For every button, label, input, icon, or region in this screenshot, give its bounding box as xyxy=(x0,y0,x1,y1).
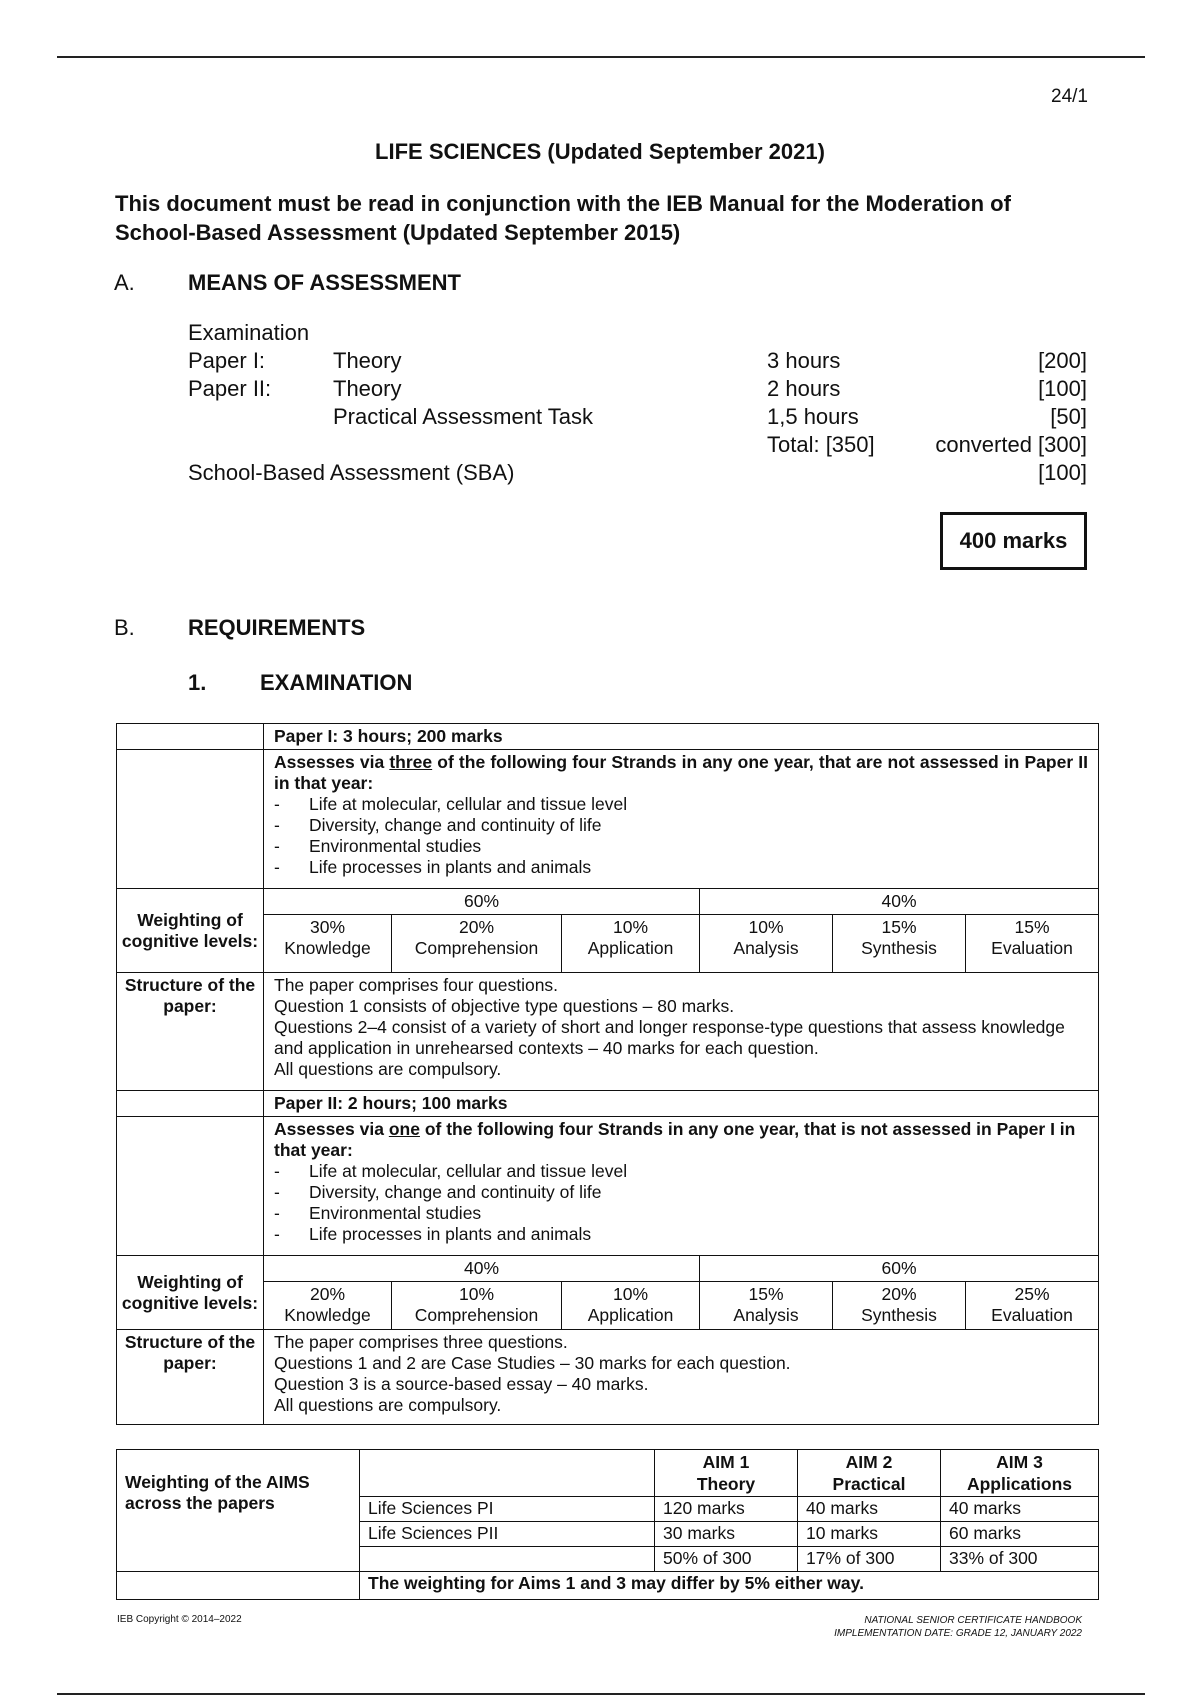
level-pct: 20% xyxy=(881,1284,917,1304)
structure-line: Questions 1 and 2 are Case Studies – 30 marks for each question. xyxy=(274,1353,791,1373)
structure-line: All questions are compulsory. xyxy=(274,1059,502,1079)
cognitive-level-cell xyxy=(700,915,833,973)
sba-label: School-Based Assessment (SBA) xyxy=(188,460,515,485)
paper1-header: Paper I: 3 hours; 200 marks xyxy=(264,724,1099,750)
aims-cell: 120 marks xyxy=(655,1497,798,1522)
paper1-weighting-label: Weighting of cognitive levels: xyxy=(117,889,264,973)
structure-line: All questions are compulsory. xyxy=(274,1395,502,1415)
paper2-header: Paper II: 2 hours; 100 marks xyxy=(264,1091,1099,1117)
level-name: Application xyxy=(587,1305,674,1325)
aims-row-name: Life Sciences PI xyxy=(360,1497,655,1522)
pat-marks: [50] xyxy=(1050,404,1087,429)
paper1-strands-cell xyxy=(264,750,1099,889)
cognitive-level-cell xyxy=(562,1282,700,1330)
cognitive-level-cell xyxy=(833,1282,966,1330)
strand-text: Diversity, change and continuity of life xyxy=(309,815,602,835)
section-a-letter: A. xyxy=(114,270,135,295)
empty-cell xyxy=(360,1450,655,1497)
strand-item: - Diversity, change and continuity of life xyxy=(274,1182,602,1202)
level-name: Knowledge xyxy=(284,938,371,958)
assess-key: one xyxy=(388,1119,420,1139)
paper2-time: 2 hours xyxy=(767,376,841,401)
total-label: Total: [350] xyxy=(767,432,875,457)
paper2-structure-cell xyxy=(264,1330,1099,1425)
assess-pre: Assesses via xyxy=(274,1119,389,1139)
top-rule xyxy=(57,56,1145,58)
level-name: Analysis xyxy=(733,938,799,958)
handbook-title: NATIONAL SENIOR CERTIFICATE HANDBOOK xyxy=(864,1615,1082,1626)
strand-text: Environmental studies xyxy=(309,836,482,856)
level-name: Comprehension xyxy=(414,938,539,958)
level-name: Evaluation xyxy=(991,938,1073,958)
level-name: Synthesis xyxy=(861,1305,937,1325)
paper2-structure-label: Structure of the paper: xyxy=(117,1330,264,1425)
sba-marks: [100] xyxy=(1038,460,1087,485)
paper1-marks: [200] xyxy=(1038,348,1087,373)
paper1-assess-text xyxy=(274,752,1088,794)
paper1-structure-label: Structure of the paper: xyxy=(117,973,264,1091)
handbook-footer xyxy=(834,1614,1082,1640)
cognitive-level-cell xyxy=(833,915,966,973)
assess-pre: Assesses via xyxy=(274,752,390,772)
paper2-weighting-label: Weighting of cognitive levels: xyxy=(117,1256,264,1330)
level-pct: 15% xyxy=(881,917,917,937)
strand-text: Diversity, change and continuity of life xyxy=(309,1182,602,1202)
aims-cell: 40 marks xyxy=(941,1497,1099,1522)
strand-item: - Diversity, change and continuity of life xyxy=(274,815,602,835)
cognitive-level-cell xyxy=(392,1282,562,1330)
aim-number: AIM 1 xyxy=(702,1452,750,1472)
section-b-heading: REQUIREMENTS xyxy=(188,615,366,640)
paper1-time: 3 hours xyxy=(767,348,841,373)
bottom-rule xyxy=(57,1693,1145,1695)
level-pct: 15% xyxy=(1014,917,1050,937)
empty-cell xyxy=(117,1091,264,1117)
aims-cell: 33% of 300 xyxy=(941,1547,1099,1572)
level-pct: 20% xyxy=(309,1284,346,1304)
pat-time: 1,5 hours xyxy=(767,404,859,429)
level-name: Application xyxy=(587,938,674,958)
strand-item: - Life at molecular, cellular and tissue level xyxy=(274,794,628,814)
structure-line: Question 1 consists of objective type questions – 80 marks. xyxy=(274,996,735,1016)
aims-cell: 50% of 300 xyxy=(655,1547,798,1572)
empty-cell xyxy=(117,1117,264,1256)
level-pct: 30% xyxy=(309,917,346,937)
level-pct: 25% xyxy=(1014,1284,1050,1304)
paper2-strands-cell xyxy=(264,1117,1099,1256)
level-name: Knowledge xyxy=(284,1305,371,1325)
assess-post: of the following four Strands in any one year, that is not assessed in Paper I in that year: xyxy=(274,1119,1076,1160)
level-name: Comprehension xyxy=(414,1305,539,1325)
implementation-date: IMPLEMENTATION DATE: GRADE 12, JANUARY 2022 xyxy=(834,1628,1082,1639)
aims-row-name xyxy=(360,1547,655,1572)
aim-number: AIM 2 xyxy=(845,1452,893,1472)
total-marks-box: 400 marks xyxy=(940,512,1087,570)
aim-name: Practical xyxy=(832,1474,906,1494)
strand-item: - Environmental studies xyxy=(274,836,482,856)
structure-line: The paper comprises three questions. xyxy=(274,1332,568,1352)
paper2-group-right: 60% xyxy=(700,1256,1099,1282)
paper2-marks: [100] xyxy=(1038,376,1087,401)
aim-header xyxy=(655,1450,798,1497)
paper1-group-left: 60% xyxy=(264,889,700,915)
aims-cell: 10 marks xyxy=(798,1522,941,1547)
empty-cell xyxy=(117,750,264,889)
level-name: Synthesis xyxy=(861,938,937,958)
strand-text: Life processes in plants and animals xyxy=(309,857,592,877)
aim-name: Applications xyxy=(966,1474,1072,1494)
level-pct: 10% xyxy=(612,1284,649,1304)
paper2-assess-text xyxy=(274,1119,1088,1161)
aim-name: Theory xyxy=(696,1474,756,1494)
aim-number: AIM 3 xyxy=(996,1452,1043,1472)
structure-line: Question 3 is a source-based essay – 40 marks. xyxy=(274,1374,649,1394)
aims-row-name: Life Sciences PII xyxy=(360,1522,655,1547)
paper2-label: Paper II: xyxy=(188,376,272,401)
strand-text: Life at molecular, cellular and tissue level xyxy=(309,794,628,814)
cognitive-level-cell xyxy=(966,1282,1099,1330)
aims-table xyxy=(116,1449,1099,1600)
page-number: 24/1 xyxy=(1051,86,1088,107)
level-pct: 20% xyxy=(458,917,495,937)
converted-total: converted [300] xyxy=(935,432,1087,457)
strand-item: - Life at molecular, cellular and tissue level xyxy=(274,1161,628,1181)
strand-text: Life processes in plants and animals xyxy=(309,1224,592,1244)
paper1-label: Paper I: xyxy=(188,348,266,373)
subsection-number: 1. xyxy=(188,670,207,695)
paper1-type: Theory xyxy=(333,348,402,373)
assess-key: three xyxy=(389,752,433,772)
level-name: Analysis xyxy=(733,1305,799,1325)
cognitive-level-cell xyxy=(966,915,1099,973)
empty-cell xyxy=(117,1572,360,1600)
intro-note: This document must be read in conjunction with the IEB Manual for the Moderation of School-Based Assessment (Updated September 2015) xyxy=(115,191,1011,245)
level-pct: 10% xyxy=(458,1284,495,1304)
paper1-group-right: 40% xyxy=(700,889,1099,915)
document-title: LIFE SCIENCES (Updated September 2021) xyxy=(375,139,825,164)
cognitive-level-cell xyxy=(264,1282,392,1330)
aims-cell: 60 marks xyxy=(941,1522,1099,1547)
strand-text: Life at molecular, cellular and tissue level xyxy=(309,1161,628,1181)
examination-label: Examination xyxy=(188,320,310,345)
structure-line: The paper comprises four questions. xyxy=(274,975,559,995)
pat-label: Practical Assessment Task xyxy=(333,404,594,429)
section-b-letter: B. xyxy=(114,615,135,640)
cognitive-level-cell xyxy=(392,915,562,973)
level-name: Evaluation xyxy=(991,1305,1073,1325)
strand-item: - Environmental studies xyxy=(274,1203,482,1223)
cognitive-level-cell xyxy=(264,915,392,973)
strand-item: - Life processes in plants and animals xyxy=(274,857,592,877)
aims-note: The weighting for Aims 1 and 3 may differ by 5% either way. xyxy=(360,1572,1099,1600)
examination-table xyxy=(116,723,1099,1425)
level-pct: 15% xyxy=(748,1284,784,1304)
paper2-group-left: 40% xyxy=(264,1256,700,1282)
aims-cell: 40 marks xyxy=(798,1497,941,1522)
cognitive-level-cell xyxy=(562,915,700,973)
strand-item: - Life processes in plants and animals xyxy=(274,1224,592,1244)
subsection-heading: EXAMINATION xyxy=(260,670,413,695)
paper1-structure-cell xyxy=(264,973,1099,1091)
aims-label: Weighting of the AIMS across the papers xyxy=(117,1450,360,1572)
aim-header xyxy=(941,1450,1099,1497)
aim-header xyxy=(798,1450,941,1497)
assess-post: of the following four Strands in any one year, that are not assessed in Paper II in that year: xyxy=(274,752,1088,793)
aims-cell: 30 marks xyxy=(655,1522,798,1547)
strand-text: Environmental studies xyxy=(309,1203,482,1223)
level-pct: 10% xyxy=(612,917,649,937)
cognitive-level-cell xyxy=(700,1282,833,1330)
structure-line: Questions 2–4 consist of a variety of short and longer response-type questions that assess knowledge and application in unrehearsed contexts – 40 marks for each question. xyxy=(274,1017,1065,1058)
empty-cell xyxy=(117,724,264,750)
paper2-type: Theory xyxy=(333,376,402,401)
section-a-heading: MEANS OF ASSESSMENT xyxy=(188,270,461,295)
level-pct: 10% xyxy=(748,917,784,937)
aims-cell: 17% of 300 xyxy=(798,1547,941,1572)
copyright-footer: IEB Copyright © 2014–2022 xyxy=(117,1614,242,1625)
